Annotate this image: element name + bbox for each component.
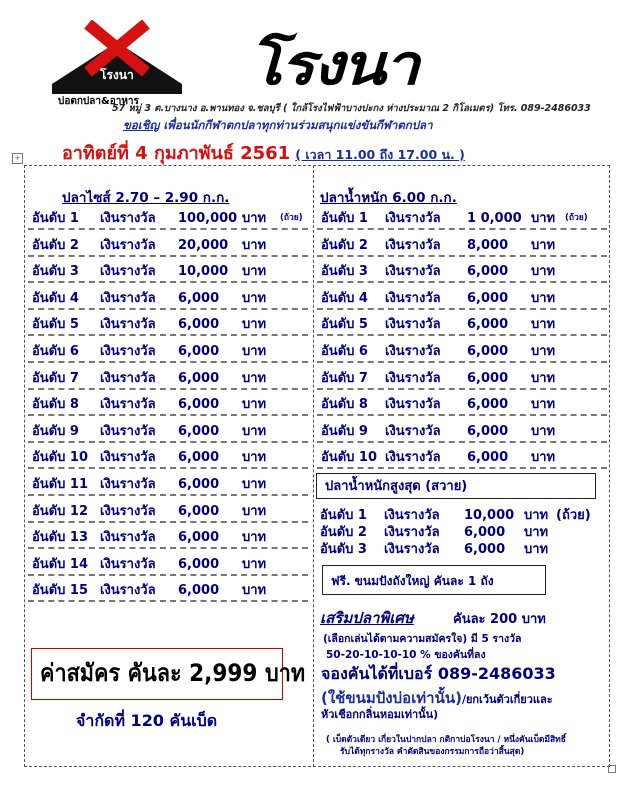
prize-rank: อันดับ 2: [32, 237, 79, 253]
prize-amount: 6,000: [178, 450, 220, 466]
prize-unit: บาท: [531, 290, 556, 306]
prize-amount: 20,000: [178, 237, 229, 253]
prize-rank: อันดับ 1: [320, 508, 367, 523]
prize-prize: เงินรางวัล: [385, 264, 441, 280]
prize-amount: 6,000: [178, 530, 220, 546]
prize-row: [317, 342, 607, 363]
extra-optional-line: [323, 630, 521, 647]
prize-unit: บาท: [531, 370, 556, 386]
prize-note: (ถ้วย): [556, 508, 591, 523]
prize-prize: เงินรางวัล: [385, 317, 441, 333]
prize-rank: อันดับ 3: [321, 264, 368, 280]
prize-unit: บาท: [242, 264, 267, 280]
prize-prize: เงินรางวัล: [385, 211, 441, 226]
prize-unit: บาท: [242, 370, 267, 386]
prize-unit: บาท: [242, 211, 267, 226]
logo-subtitle: บ่อตกปลา&อาหาร: [58, 96, 139, 107]
event-time: ( เวลา 11.00 ถึง 17.00 น. ): [295, 147, 465, 162]
prize-amount: 6,000: [178, 503, 220, 519]
prize-prize: เงินรางวัล: [385, 344, 441, 359]
prize-amount: 10,000: [178, 264, 229, 280]
prize-amount: 6,000: [178, 317, 220, 333]
prize-amount: 6,000: [464, 525, 506, 540]
prize-unit: บาท: [524, 508, 549, 523]
prize-row: [317, 236, 607, 257]
prize-unit: บาท: [242, 530, 267, 546]
prize-row: [28, 422, 308, 443]
prize-unit: บาท: [242, 317, 267, 333]
prize-rank: อันดับ 1: [321, 211, 368, 226]
prize-amount: 6,000: [178, 370, 220, 386]
prize-rank: อันดับ 1: [32, 211, 79, 226]
prize-row: [28, 315, 308, 336]
prize-unit: บาท: [524, 525, 549, 540]
prize-prize: เงินรางวัล: [385, 370, 441, 386]
prize-amount: 6,000: [467, 370, 509, 386]
prize-unit: บาท: [242, 423, 267, 439]
prize-rank: อันดับ 5: [321, 317, 368, 333]
prize-amount: 6,000: [178, 344, 220, 359]
entry-fee-box: [31, 648, 306, 700]
prize-row: [28, 342, 308, 363]
prize-row: [28, 262, 308, 283]
prize-prize: เงินรางวัล: [384, 542, 440, 557]
prize-rank: อันดับ 10: [32, 450, 89, 466]
prize-row: [28, 581, 308, 602]
address-line: 57 หมู่ 3 ต.บางนาง อ.พานทอง จ.ชลบุรี ( ใกล้โรงไฟฟ้าบางปะกง ห่างประมาณ 2 กิโลเมตร) โทร. 089-2486033: [112, 103, 591, 114]
prize-unit: บาท: [242, 556, 267, 572]
extra-fish-fee: คันละ 200 บาท: [453, 612, 546, 627]
prize-prize: เงินรางวัล: [100, 317, 156, 333]
prize-amount: 6,000: [467, 264, 509, 280]
table-move-handle[interactable]: +: [12, 153, 23, 164]
prize-unit: บาท: [531, 344, 556, 359]
event-date: อาทิตย์ที่ 4 กุมภาพันธ์ 2561: [62, 143, 291, 164]
prize-row: [317, 289, 607, 310]
prize-row: [317, 448, 607, 469]
prize-row: [28, 395, 308, 416]
prize-rank: อันดับ 12: [32, 503, 89, 519]
prize-prize: เงินรางวัล: [100, 450, 156, 466]
entry-fee-text: ค่าสมัคร คันละ 2,999 บาท: [40, 659, 306, 687]
prize-row: [317, 395, 607, 416]
prize-amount: 6,000: [178, 583, 220, 599]
prize-prize: เงินรางวัล: [100, 290, 156, 306]
prize-rank: อันดับ 8: [321, 397, 368, 413]
extra-fish-title: เสริมปลาพิเศษ: [320, 609, 414, 627]
extra-line2: 50-20-10-10-10 % ของคันที่ลง: [326, 649, 486, 661]
invite-rest: เพื่อนนักกีฬาตกปลาทุกท่านร่วมสนุกแข่งขันกีฬาตกปลา: [159, 118, 433, 132]
prize-prize: เงินรางวัล: [384, 525, 440, 540]
rules-disclaimer-1: ( เบ็ดตัวเดียว เกี่ยวในปากปลา กติกาบ่อโรงนา / หนึ่งคันเบ็ดมีสิทธิ์: [326, 735, 566, 745]
prize-row: [317, 209, 607, 230]
prize-prize: เงินรางวัล: [385, 450, 441, 466]
prize-unit: บาท: [242, 237, 267, 253]
prize-unit: บาท: [242, 290, 267, 306]
prize-prize: เงินรางวัล: [100, 530, 156, 546]
heaviest-fish-title: ปลาน้ำหนักสูงสุด (สวาย): [316, 473, 596, 499]
prize-prize: เงินรางวัล: [100, 211, 156, 226]
prize-unit: บาท: [531, 237, 556, 253]
prize-rank: อันดับ 6: [321, 344, 368, 359]
prize-row: [317, 262, 607, 283]
prize-amount: 10,000: [464, 508, 515, 523]
left-column-title: ปลาไซส์ 2.70 – 2.90 ก.ก.: [62, 190, 230, 206]
prize-unit: บาท: [531, 397, 556, 413]
free-bread-note: ฟรี. ขนมปังถังใหญ่ คันละ 1 ถัง: [322, 565, 546, 595]
prize-rank: อันดับ 13: [32, 530, 89, 546]
prize-rank: อันดับ 4: [32, 290, 79, 306]
prize-row: [28, 448, 308, 469]
prize-rank: อันดับ 11: [32, 477, 89, 492]
prize-row: [28, 289, 308, 310]
prize-unit: บาท: [242, 397, 267, 413]
logo-name: โรงนา: [100, 68, 134, 82]
bread-rule-main: (ใช้ขนมปังบ่อเท่านั้น): [321, 689, 462, 707]
prize-prize: เงินรางวัล: [100, 556, 156, 572]
rod-limit: จำกัดที่ 120 คันเบ็ด: [76, 711, 218, 730]
prize-amount: 8,000: [467, 237, 509, 253]
prize-prize: เงินรางวัล: [100, 477, 156, 492]
bread-rule-cont: หัวเชือกกลิ่นหอมเท่านั้น): [321, 708, 439, 721]
right-column-title: ปลาน้ำหนัก 6.00 ก.ก.: [320, 190, 457, 206]
prize-unit: บาท: [242, 344, 267, 359]
prize-row: [28, 209, 308, 230]
prize-amount: 1 0,000: [467, 211, 522, 226]
bread-rule-exception: /ยกเว้นตัวเกี่ยวและ: [461, 693, 553, 706]
prize-note: (ถ้วย): [565, 213, 588, 223]
prize-unit: บาท: [524, 542, 549, 557]
prize-rank: อันดับ 3: [320, 542, 367, 557]
prize-note: (ถ้วย): [280, 213, 303, 223]
prize-rank: อันดับ 2: [320, 525, 367, 540]
prize-rank: อันดับ 3: [32, 264, 79, 280]
prize-amount: 6,000: [178, 556, 220, 572]
prize-rank: อันดับ 15: [32, 583, 89, 599]
prize-rank: อันดับ 14: [32, 556, 89, 572]
booking-phone: จองคันได้ที่เบอร์ 089-2486033: [321, 664, 556, 683]
prize-rank: อันดับ 10: [321, 450, 378, 466]
prize-unit: บาท: [531, 317, 556, 333]
prize-row: [317, 369, 607, 390]
prize-amount: 6,000: [464, 542, 506, 557]
prize-row: [28, 502, 308, 523]
prize-row: [28, 236, 308, 257]
prize-amount: 6,000: [178, 290, 220, 306]
prize-rank: อันดับ 5: [32, 317, 79, 333]
prize-prize: เงินรางวัล: [100, 344, 156, 359]
brand-title: โรงนา: [248, 33, 418, 98]
prize-rank: อันดับ 7: [32, 370, 79, 386]
prize-prize: เงินรางวัล: [100, 503, 156, 519]
prize-prize: เงินรางวัล: [385, 397, 441, 413]
prize-prize: เงินรางวัล: [100, 423, 156, 439]
prize-prize: เงินรางวัล: [385, 423, 441, 439]
prize-prize: เงินรางวัล: [100, 397, 156, 413]
prize-unit: บาท: [531, 423, 556, 439]
prize-amount: 6,000: [467, 344, 509, 359]
prize-amount: 6,000: [178, 477, 220, 492]
prize-prize: เงินรางวัล: [100, 583, 156, 599]
invite-lead: ขอเชิญ: [123, 118, 160, 132]
prize-prize: เงินรางวัล: [385, 290, 441, 306]
prize-row: [317, 422, 607, 443]
event-date-line: [62, 138, 465, 167]
prize-row: [28, 555, 308, 576]
prize-amount: 6,000: [178, 423, 220, 439]
prize-amount: 6,000: [467, 290, 509, 306]
extra-line1: (เลือกเล่นได้ตามความสมัครใจ) มี 5 รางวัล: [323, 633, 522, 645]
prize-amount: 100,000: [178, 211, 238, 226]
prize-unit: บาท: [242, 503, 267, 519]
column-divider: [313, 165, 314, 767]
rules-disclaimer-2: รับได้ทุกรางวัล คำตัดสินของกรรมการถือว่าสิ้นสุด): [340, 747, 525, 757]
prize-prize: เงินรางวัล: [100, 237, 156, 253]
prize-unit: บาท: [531, 264, 556, 280]
prize-amount: 6,000: [467, 423, 509, 439]
prize-rank: อันดับ 9: [32, 423, 79, 439]
prize-prize: เงินรางวัล: [100, 264, 156, 280]
invite-line: [123, 117, 433, 135]
logo: [48, 20, 186, 112]
prize-rank: อันดับ 6: [32, 344, 79, 359]
prize-row: [28, 528, 308, 549]
prize-rank: อันดับ 9: [321, 423, 368, 439]
prize-row: [28, 369, 308, 390]
prize-rank: อันดับ 4: [321, 290, 368, 306]
prize-unit: บาท: [242, 583, 267, 599]
prize-amount: 6,000: [467, 397, 509, 413]
prize-prize: เงินรางวัล: [385, 237, 441, 253]
prize-prize: เงินรางวัล: [100, 370, 156, 386]
prize-row: [317, 315, 607, 336]
prize-prize: เงินรางวัล: [384, 508, 440, 523]
prize-unit: บาท: [242, 477, 267, 492]
prize-rank: อันดับ 2: [321, 237, 368, 253]
prize-rank: อันดับ 8: [32, 397, 79, 413]
table-resize-handle[interactable]: [608, 765, 616, 773]
prize-amount: 6,000: [178, 397, 220, 413]
prize-unit: บาท: [531, 450, 556, 466]
prize-rank: อันดับ 7: [321, 370, 368, 386]
prize-unit: บาท: [531, 211, 556, 226]
prize-unit: บาท: [242, 450, 267, 466]
prize-amount: 6,000: [467, 450, 509, 466]
prize-row: [28, 475, 308, 496]
prize-amount: 6,000: [467, 317, 509, 333]
